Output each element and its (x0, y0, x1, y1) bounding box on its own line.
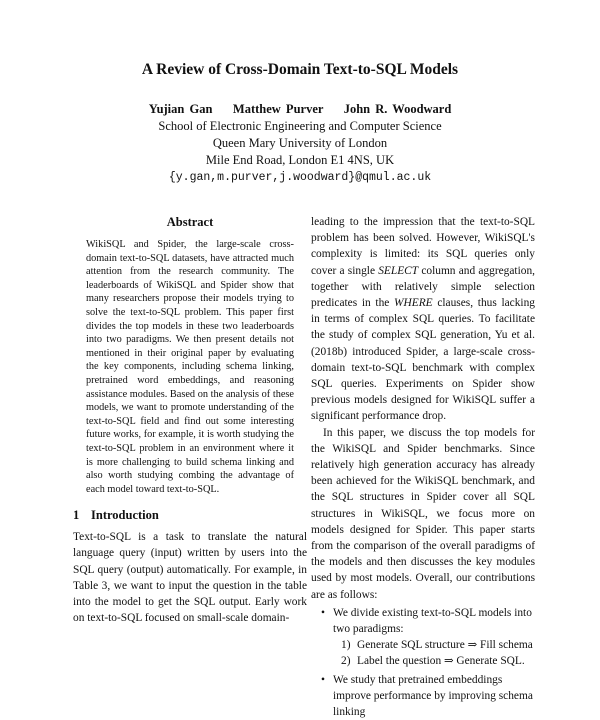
list-item-text: Label the question ⇒ Generate SQL. (357, 655, 525, 668)
bullet-icon: • (321, 673, 325, 686)
author-names: Yujian Gan Matthew Purver John R. Woodward (148, 102, 452, 116)
intro-paragraph-left: Text-to-SQL is a task to translate the natural language query (input) written by users into the SQL query (output) automatically. For example, in Table 3, we want to input the question in the table into the model to get the SQL output. Early work on text-to-SQL focused on small-scale domain- (73, 531, 307, 625)
list-item (333, 653, 535, 669)
list-number: 1) (341, 639, 351, 652)
list-item (311, 605, 535, 670)
select-keyword: SELECT (378, 264, 419, 277)
section-title: Introduction (91, 508, 159, 523)
intro-paragraph-continued (311, 214, 535, 425)
paradigm-list (333, 637, 535, 669)
author-emails: {y.gan,m.purver,j.woodward}@qmul.ac.uk (168, 171, 432, 184)
affiliation-school: School of Electronic Engineering and Computer Science (158, 119, 442, 133)
where-keyword: WHERE (394, 297, 433, 310)
abstract-text: WikiSQL and Spider, the large-scale cross-domain text-to-SQL datasets, have attracted much attention from the research community. The leaderboards of WikiSQL and Spider show that many researchers propose their models trying to solve the text-to-SQL problem. This paper first divides the top models in these two leaderboards into two paradigms. We then present details not mentioned in their original paper by evaluating the key components, including schema linking, pretrained word embeddings, and reasoning assistance modules. Based on the analysis of these models, we want to promote understanding of the text-to-SQL field and find out some interesting future works, for example, it is worth studying the text-to-SQL problem in an environment where it is more challenging to build schema linking and also worth studying combing the advantage of each model toward text-to-SQL. (86, 239, 294, 495)
affiliation-university: Queen Mary University of London (212, 136, 388, 150)
para-text: clauses, thus lacking in terms of complex SQL queries. To facilitate the study of complex SQL generation, Yu et al. (2018b) introduced Spider, a large-scale cross-domain text-to-SQL benchmark with complex SQL queries. Experiments on Spider show previous models designed for WikiSQL suffer a significant performance drop. (311, 297, 535, 423)
bullet-icon: • (321, 606, 325, 619)
list-item-text: We divide existing text-to-SQL models into two paradigms: (333, 606, 532, 636)
para-text: column and aggregation, together with relatively simple selection predicates in the (311, 264, 535, 310)
paper-title: A Review of Cross-Domain Text-to-SQL Models (141, 61, 459, 78)
left-column (73, 215, 307, 627)
abstract-heading: Abstract (166, 215, 214, 229)
intro-paragraph-contributions: In this paper, we discuss the top models for the WikiSQL and Spider benchmarks. Since relatively high generation accuracy has already been achieved for the WikiSQL benchmark, and the SQL structures in Spider cover all SQL structures in WikiSQL, we focus more on models designed for Spider. This paper starts from the comparison of the overall paradigms of the models and then discusses the key modules used by most models. Overall, our contributions are as follows: (311, 426, 535, 601)
contribution-list (311, 605, 535, 720)
right-column (311, 214, 535, 720)
list-item (311, 672, 535, 720)
para-text: leading to the impression that the text-to-SQL problem has been solved. However, WikiSQL's complexity is limited: its SQL queries only cover a single (311, 216, 535, 277)
author-block (0, 101, 600, 186)
list-number: 2) (341, 655, 351, 668)
section-heading-introduction (73, 508, 307, 523)
list-item-text: We study that pretrained embeddings improve performance by improving schema linking (333, 673, 533, 719)
list-item (333, 637, 535, 653)
section-number: 1 (73, 508, 80, 523)
affiliation-address: Mile End Road, London E1 4NS, UK (205, 153, 395, 167)
list-item-text: Generate SQL structure ⇒ Fill schema (357, 639, 533, 652)
